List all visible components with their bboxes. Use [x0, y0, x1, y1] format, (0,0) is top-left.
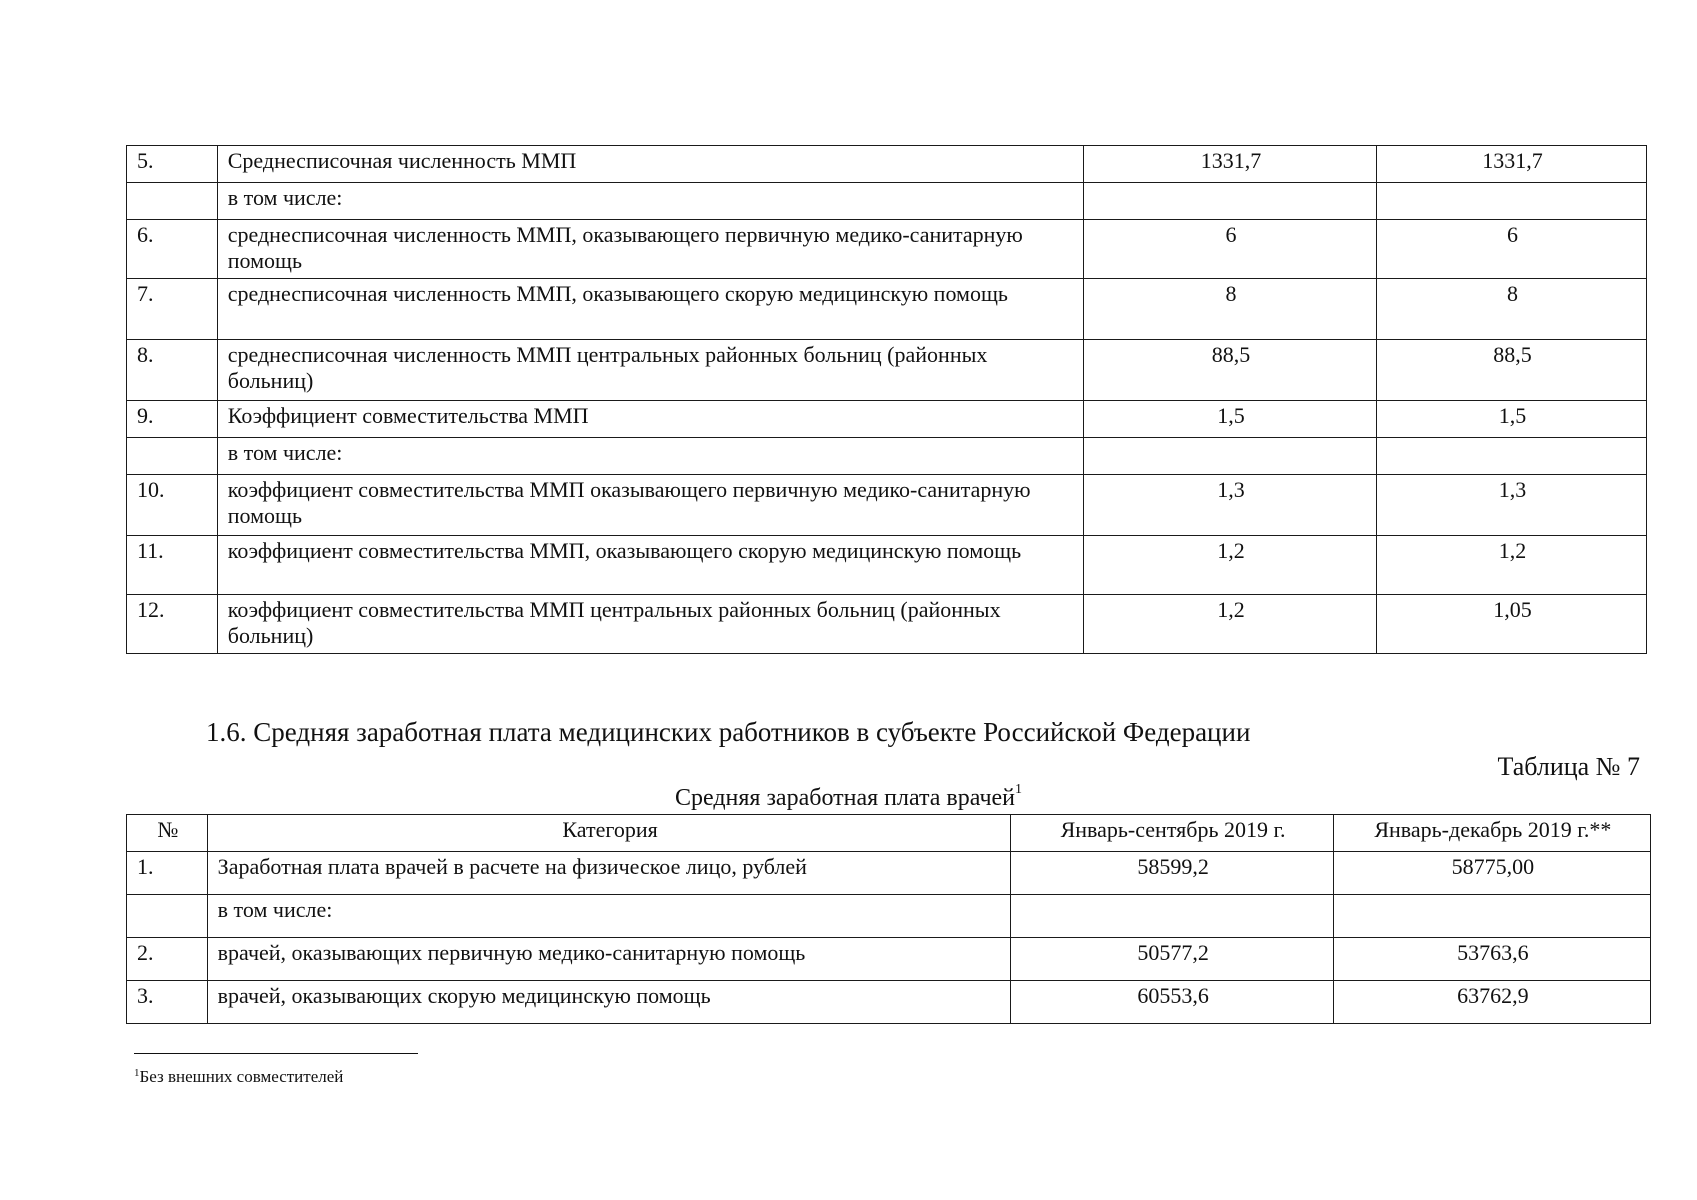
table-row	[127, 183, 1647, 220]
value-col-2: 6	[1376, 220, 1646, 279]
value-col-2: 58775,00	[1333, 852, 1650, 895]
table-number: Таблица № 7	[1497, 752, 1640, 781]
value-col-1	[1011, 895, 1333, 938]
value-col-1: 8	[1084, 279, 1377, 340]
table-row	[127, 981, 1651, 1024]
table-row	[127, 595, 1647, 654]
row-label: врачей, оказывающих скорую медицинскую помощь	[207, 981, 1011, 1024]
value-col-2: 88,5	[1376, 340, 1646, 401]
row-label: в том числе:	[217, 438, 1083, 475]
value-col-2: 1,5	[1376, 401, 1646, 438]
row-label: Коэффициент совместительства ММП	[217, 401, 1083, 438]
row-label: Среднесписочная численность ММП	[217, 146, 1083, 183]
table-row	[127, 220, 1647, 279]
row-number: 1.	[127, 852, 208, 895]
row-label: Заработная плата врачей в расчете на физическое лицо, рублей	[207, 852, 1011, 895]
section-heading: 1.6. Средняя заработная плата медицинских работников в субъекте Российской Федерации	[206, 717, 1251, 747]
table-caption	[0, 782, 1697, 812]
value-col-1	[1084, 438, 1377, 475]
table-row	[127, 938, 1651, 981]
row-number: 10.	[127, 475, 218, 536]
row-number: 5.	[127, 146, 218, 183]
row-label: среднесписочная численность ММП центральных районных больниц (районных больниц)	[217, 340, 1083, 401]
value-col-1: 1331,7	[1084, 146, 1377, 183]
row-label: среднесписочная численность ММП, оказывающего скорую медицинскую помощь	[217, 279, 1083, 340]
table-row	[127, 475, 1647, 536]
row-label: в том числе:	[207, 895, 1011, 938]
row-number: 6.	[127, 220, 218, 279]
table-row	[127, 279, 1647, 340]
header-period-1: Январь-сентябрь 2019 г.	[1011, 815, 1333, 852]
row-number: 7.	[127, 279, 218, 340]
table-caption-text: Средняя заработная плата врачей	[674, 785, 1016, 811]
value-col-1: 60553,6	[1011, 981, 1333, 1024]
value-col-2: 1,2	[1376, 536, 1646, 595]
table-row	[127, 852, 1651, 895]
header-number: №	[127, 815, 208, 852]
staff-table	[126, 145, 1647, 654]
salary-table	[126, 814, 1651, 1024]
value-col-1: 1,3	[1084, 475, 1377, 536]
row-number	[127, 183, 218, 220]
row-label: в том числе:	[217, 183, 1083, 220]
value-col-2: 8	[1376, 279, 1646, 340]
footnote-mark: 1	[134, 1067, 140, 1079]
footnote-text: Без внешних совместителей	[139, 1067, 344, 1086]
row-number: 3.	[127, 981, 208, 1024]
row-label: среднесписочная численность ММП, оказывающего первичную медико-санитарную помощь	[217, 220, 1083, 279]
value-col-1: 88,5	[1084, 340, 1377, 401]
value-col-2	[1333, 895, 1650, 938]
value-col-2: 1331,7	[1376, 146, 1646, 183]
table-header-row	[127, 815, 1651, 852]
row-number: 11.	[127, 536, 218, 595]
table-row	[127, 895, 1651, 938]
value-col-2: 53763,6	[1333, 938, 1650, 981]
row-number	[127, 438, 218, 475]
table-row	[127, 438, 1647, 475]
row-label: коэффициент совместительства ММП оказывающего первичную медико-санитарную помощь	[217, 475, 1083, 536]
table-row	[127, 401, 1647, 438]
row-number: 12.	[127, 595, 218, 654]
value-col-1: 1,2	[1084, 595, 1377, 654]
header-period-2: Январь-декабрь 2019 г.**	[1333, 815, 1650, 852]
value-col-1: 58599,2	[1011, 852, 1333, 895]
value-col-2: 63762,9	[1333, 981, 1650, 1024]
value-col-2	[1376, 438, 1646, 475]
footnote-divider	[134, 1053, 418, 1054]
value-col-1: 1,2	[1084, 536, 1377, 595]
row-number	[127, 895, 208, 938]
footnote	[134, 1067, 343, 1087]
value-col-1: 50577,2	[1011, 938, 1333, 981]
row-number: 9.	[127, 401, 218, 438]
value-col-1: 6	[1084, 220, 1377, 279]
row-number: 2.	[127, 938, 208, 981]
row-label: коэффициент совместительства ММП центральных районных больниц (районных больниц)	[217, 595, 1083, 654]
row-label: коэффициент совместительства ММП, оказывающего скорую медицинскую помощь	[217, 536, 1083, 595]
value-col-1	[1084, 183, 1377, 220]
footnote-mark: 1	[1015, 782, 1023, 797]
table-row	[127, 146, 1647, 183]
table-row	[127, 340, 1647, 401]
table-row	[127, 536, 1647, 595]
value-col-2: 1,05	[1376, 595, 1646, 654]
value-col-2: 1,3	[1376, 475, 1646, 536]
header-category: Категория	[207, 815, 1011, 852]
row-label: врачей, оказывающих первичную медико-санитарную помощь	[207, 938, 1011, 981]
value-col-1: 1,5	[1084, 401, 1377, 438]
row-number: 8.	[127, 340, 218, 401]
value-col-2	[1376, 183, 1646, 220]
